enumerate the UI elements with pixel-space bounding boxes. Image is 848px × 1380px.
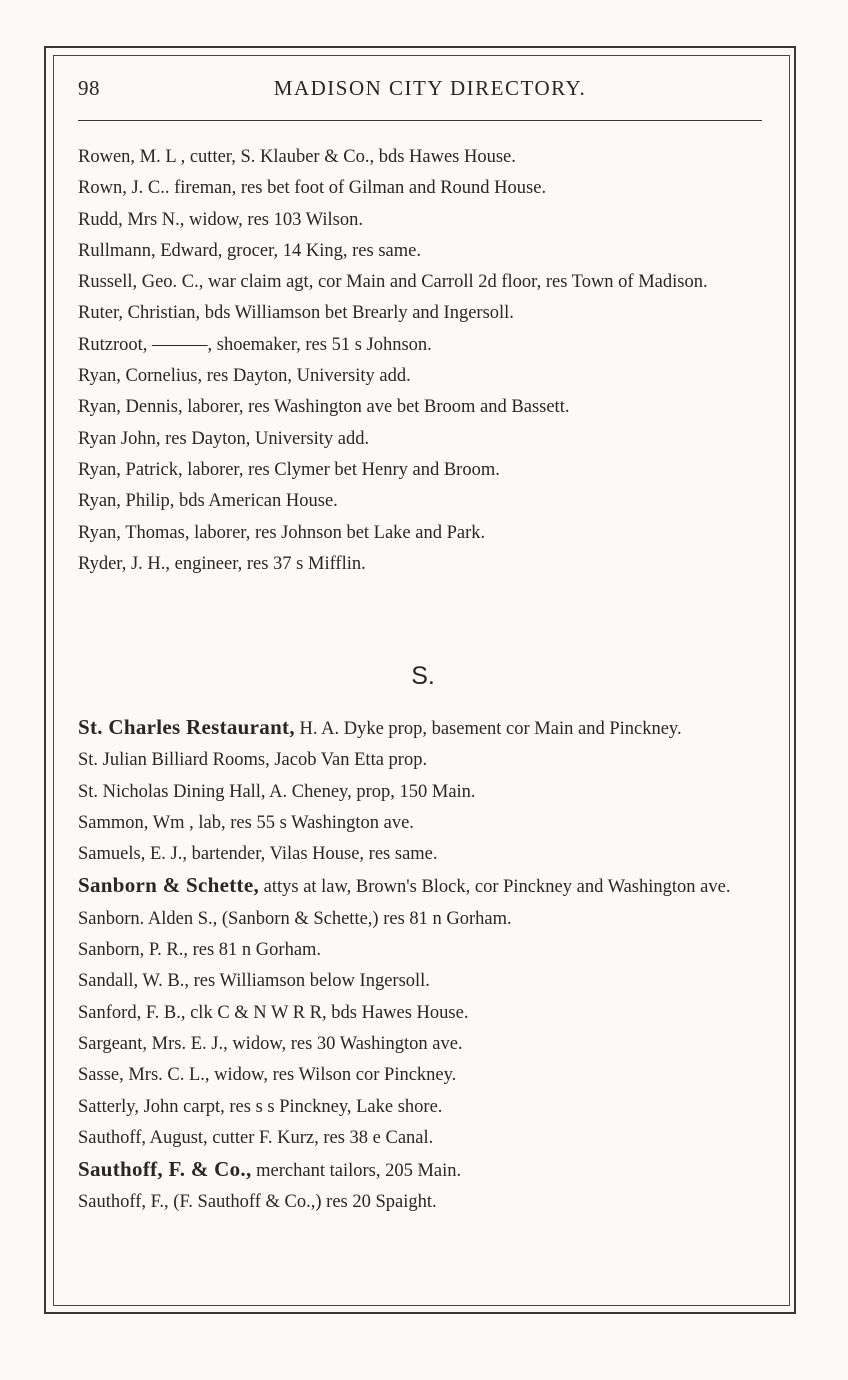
- directory-entry: [78, 966, 768, 997]
- entry-text: St. Julian Billiard Rooms, Jacob Van Etta prop.: [78, 750, 428, 771]
- entry-text: Satterly, John carpt, res s s Pinckney, Lake shore.: [78, 1096, 443, 1117]
- page-number: 98: [78, 76, 100, 100]
- entry-text: merchant tailors, 205 Main.: [251, 1161, 462, 1182]
- entry-text: attys at law, Brown's Block, cor Pinckney and Washington ave.: [259, 877, 731, 898]
- directory-entry: Ryan, Patrick, laborer, res Clymer bet Henry and Broom.: [78, 459, 500, 480]
- directory-entry: [78, 712, 768, 745]
- entry-text: Sandall, W. B., res Williamson below Ingersoll.: [78, 971, 430, 992]
- directory-entry: Rutzroot, ———, shoemaker, res 51 s Johnson.: [78, 334, 432, 355]
- directory-entry: Ryan, Philip, bds American House.: [78, 491, 338, 512]
- entry-text: H. A. Dyke prop, basement cor Main and Pinckney.: [294, 719, 682, 739]
- header-rule: [78, 120, 762, 121]
- entry-text: Sauthoff, F., (F. Sauthoff & Co.,) res 20 Spaight.: [78, 1192, 437, 1213]
- firm-name: Sanborn & Schette,: [78, 873, 259, 898]
- directory-entry: [78, 1092, 768, 1123]
- directory-entry: Ryan John, res Dayton, University add.: [78, 428, 370, 449]
- directory-entry: Ruter, Christian, bds Williamson bet Brearly and Ingersoll.: [78, 303, 514, 324]
- entry-text: St. Nicholas Dining Hall, A. Cheney, prop, 150 Main.: [78, 781, 476, 802]
- directory-entry: Rudd, Mrs N., widow, res 103 Wilson.: [78, 209, 363, 230]
- directory-entry: Ryan, Cornelius, res Dayton, University add.: [78, 366, 411, 387]
- directory-entry: Ryan, Thomas, laborer, res Johnson bet Lake and Park.: [78, 522, 486, 543]
- entry-text: Sammon, Wm , lab, res 55 s Washington ave.: [78, 812, 414, 833]
- directory-entry: [78, 1060, 768, 1091]
- directory-entry: [78, 839, 768, 870]
- directory-entry: [78, 998, 768, 1029]
- entry-text: Sasse, Mrs. C. L., widow, res Wilson cor Pinckney.: [78, 1065, 457, 1086]
- directory-entry: Rowen, M. L , cutter, S. Klauber & Co., bds Hawes House.: [78, 147, 516, 167]
- page-header: [78, 76, 762, 106]
- entry-text: Sanborn. Alden S., (Sanborn & Schette,) res 81 n Gorham.: [78, 908, 512, 929]
- directory-entry: Russell, Geo. C., war claim agt, cor Main and Carroll 2d floor, res Town of Madison.: [78, 272, 708, 293]
- directory-entry: [78, 808, 768, 839]
- directory-entry: Ryder, J. H., engineer, res 37 s Mifflin.: [78, 553, 366, 574]
- firm-name: Sauthoff, F. & Co.,: [78, 1157, 252, 1182]
- directory-entry: [78, 1154, 768, 1187]
- entry-text: Sanford, F. B., clk C & N W R R, bds Hawes House.: [78, 1002, 469, 1023]
- directory-entry: Ryan, Dennis, laborer, res Washington ave bet Broom and Bassett.: [78, 397, 570, 418]
- directory-entry: [78, 1123, 768, 1154]
- firm-name: St. Charles Restaurant,: [78, 715, 295, 739]
- directory-entry: [78, 904, 768, 935]
- directory-entry: [78, 1029, 768, 1060]
- directory-entry: Rown, J. C.. fireman, res bet foot of Gilman and Round House.: [78, 178, 547, 199]
- entries-r: [78, 142, 768, 580]
- running-title: MADISON CITY DIRECTORY.: [273, 76, 587, 100]
- directory-entry: [78, 870, 768, 903]
- section-heading: S.: [411, 662, 435, 690]
- directory-entry: [78, 745, 768, 776]
- entries-s: [78, 712, 768, 1219]
- entry-text: Sargeant, Mrs. E. J., widow, res 30 Washington ave.: [78, 1033, 463, 1054]
- directory-entry: [78, 935, 768, 966]
- entry-text: Sauthoff, August, cutter F. Kurz, res 38 e Canal.: [78, 1127, 434, 1148]
- entry-text: Samuels, E. J., bartender, Vilas House, res same.: [78, 844, 438, 865]
- entry-text: Sanborn, P. R., res 81 n Gorham.: [78, 940, 322, 961]
- directory-entry: [78, 777, 768, 808]
- directory-entry: [78, 1187, 768, 1218]
- directory-entry: Rullmann, Edward, grocer, 14 King, res same.: [78, 240, 421, 261]
